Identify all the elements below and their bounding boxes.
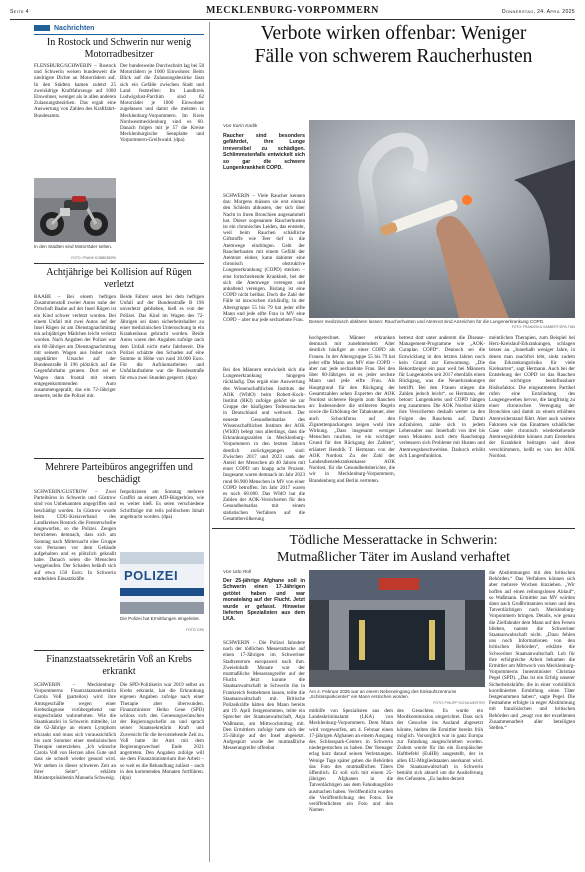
lead-text-col4: betreut dort unter anderem die Disease-Management-Programme wie „AOK-Curaplan COPD“. Dennoch sei die Entwicklung in den letzten Jahren noch kein Grund zur Entwarnung. „Die Rekordzeiger ein paar weil bei Männern für Lungenkrebs seit 2017 ebenfalls einen Rückgang, was die Neuerkrankungen betrifft. Bei den Frauen stiegen die Zahlen jedoch leicht“, so Hermann, der betont: Lungenkrebs und COPD hängen eng zusammen. Die AOK Nordost klärte ihre Versicherten deshalb weiter zu den Folgen des Rauchens auf. Damit aufzuhören, zahle sich in jedem Lebensalter aus: Innerhalb von drei bis neun Monaten nach dem Rauchstopp verbessern sich Probleme mit Husten und Atemwegsbeschwerden. Dadurch erhöht sich Lungenfunktion. xyxy=(399,335,485,459)
second-text-col3: des Gesuchten. Es wurde ein Mordkommission eingerichtet. Dass sich der Gesuchte ins Ausland abgesetzt könnte, hielten die Ermittler bereits früh möglich. Vorsorglich war in ganz Europa zur Fahndung ausgeschrieben worden. Zudem wurde für ihn ein Europäischer Haftbefehl (EuHB) ausgestellt, der in allen EU-Mitgliedstaaten anerkannt wird. Die Staatsanwaltschaft in Schwerin bemüht sich aktuell um die Auslieferung des Gefassten. „Es laufen derzeit xyxy=(397,708,483,783)
news1-credit: FOTO: FRANK KOBBEBERN xyxy=(71,256,116,260)
news3-text-col2: fenpolizisten am Sonntag mehrere Graffiti an einem AfD-Bürgerbüro, wie es weiter hieß. Es seien verschiedene Schriftzüge mit teils politischem Inhalt angebracht worden. (dpa) xyxy=(120,489,204,520)
mall-entrance-illustration xyxy=(309,570,485,687)
second-headline-line2: Mutmaßlicher Täter im Ausland verhaftet xyxy=(276,550,510,565)
motorbike-illustration xyxy=(34,178,116,242)
page-number: Seite 4 xyxy=(10,9,29,15)
news3-credit: FOTO: DPA xyxy=(186,628,204,632)
news2-text-col2: Beide Fahrer seien bei dem heftigen Unfall auf der Bundesstraße B 196 unverletzt geblieben, hieß es von der Polizei. Das Kind im Wagen des 72-Jährigen sei dann sicherheitshalber zu einer medizinischen Untersuchung in ein Krankenhaus gebracht worden. Beide Autos waren den Angaben zufolge nach dem Unfall nicht mehr fahrbereit. Die Polizei schätzte den Schaden auf eine Summe in Höhe von rund 30.000 Euro. Für die Aufräumarbeiten und Unfallaufnahme war die Bundesstraße für etwa zwei Stunden gesperrt. (dpa) xyxy=(120,294,204,381)
lead-headline-line2: Fälle von schwerem Raucherhusten xyxy=(254,46,533,67)
second-caption: Am 4. Februar 2025 war an einem Nebeneingang des Einkaufszentrums „Schlossparkcenter“ ein Mann erstochen worden. xyxy=(309,689,457,700)
header-rule xyxy=(10,19,575,20)
police-sign: POLIZEI xyxy=(124,568,179,583)
nachrichten-bar-icon xyxy=(34,25,50,31)
divider xyxy=(34,263,204,264)
news2-text-col1: BAABE – Bei einem heftigen Zusammenstoß zweier Autos nahe der Ortschaft Baabe auf der Insel Rügen ist ein Kind schwer verletzt worden. Bei einem Unfall mit zwei Autos auf der Insel Rügen ist am Dienstagnachmittag ein achtjähriges Mädchen leicht verletzt worden. Nach Angaben der Polizei war ein 80-Jähriger am Dienstagnachmittag mit seinem Wagen aus bisher noch ungeklärter Ursache auf der Bundesstraße B 196 plötzlich auf die Gegenfahrbahn geraten. Dort sei er Wagen dann frontal mit einem entgegenkommenden Auto zusammengeprallt, das ein 72-Jähriger steuerte, teilte die Polizei mit. xyxy=(34,294,116,400)
column-separator xyxy=(209,22,210,862)
news4-text-col2: Die SPD-Politikerin war 2019 selbst an Krebs erkrankt, hat die Erkrankung eigenen Angaben zufolge nach einer Therapie aber überwunden. Finanzminister Heiko Geue (SPD) schloss sich den Genesungswünschen der Regierungschefin an und sprach seiner Staatssekretärin Kraft und Zuversicht für die bevorstehende Zeit zu. Voß hatte ihr Amt mit dem Regierungswechsel Ende 2021 angetreten. Den Angaben zufolge will sie dem Finanzministerium ihre Arbeit – so weit es die Behandlung zulässt – auch in den kommenden Monaten fortführen. (dpa) xyxy=(120,682,204,782)
second-text-col1: SCHWERIN – Die Polizei fahndete nach der tödlichen Messerattacke auf einen 17-Jährigen im Schweriner Stadtzentrum europaweit nach ihm. Zweieinhalb Monate war der mutmaßliche Messerangreifer auf der Flucht. Jetzt konnte die Staatsanwaltschaft in Schwerin ihn in Frankreich festnehmen lassen, teilte die Staatsanwaltschaft mit. Britische Polizeikräfte hätten den Mann bereits am 19. April festgenommen, teilte ein Sprecher der Staatsanwaltschaft, Anja Waßmann, am Mittwochmittag mit. Den Ermittlern zufolge hatte sich der 25-Jährige auf der Insel abgesetzt. Aufgespürt wurde der mutmaßliche Messerangreifer offenbar xyxy=(223,640,305,752)
lead-intro: Raucher sind besonders gefährdet, ihre Lunge irreversibel zu schädigen. Schlimmstenfalls entwickelt sich so gar die schwere Lungenkrankheit COPD. xyxy=(223,133,305,172)
second-text-col4: die Abstimmungen mit den britischen Behörden.“ Das Verfahren können sich aber mehrere Wochen hinziehen. „Wir hoffen auf einen reibungslosen Ablauf“, so Waßmann. Ermittler aus MV würden dann nach Großbritannien reisen und den Tatverdächtigen nach Mecklenburg-Vorpommern bringen. Details, wie genau die Zielfahnder dem Mann auf den Fersen blieben, nannte die Schweriner Staatsanwaltschaft nicht. „Dazu fehlen uns noch Informationen von den britischen Behörden“, erklärte die Schweriner Staatsanwaltschaft. Lob für ihre erfolgreiche Arbeit bekamen die Ermittler am Mittwoch von Mecklenburg-Vorpommerns Innenminister Christian Pegel (SPD). „Das ist ein Erfolg unserer Sicherheitskräfte, die in einer vorbildlich koordinierten Ermittlung einen Täter festgenommen haben“, sagte Pegel. Die Festnahme erfolgte in enger Abstimmung mit französischen und britischen Behörden und „zeugt von der exzellenten Zusammenarbeit aller beteiligten Stellen.“ xyxy=(489,570,575,732)
page-header xyxy=(10,4,575,18)
nachrichten-rule xyxy=(34,34,204,35)
news2-title: Achtjährige bei Kollision auf Rügen verletzt xyxy=(46,267,192,290)
police-car-illustration xyxy=(120,552,204,614)
news4-title: Finanzstaatssekretärin Voß an Krebs erkrankt xyxy=(46,654,192,677)
lead-headline-line1: Verbote wirken offenbar: Weniger xyxy=(260,23,527,44)
nachrichten-label: Nachrichten xyxy=(34,25,94,32)
second-intro: Der 25-jährige Afghane soll in Schwerin einen 17-Jährigen getötet haben und war monatelang auf der Flucht. Jetzt wurde er gefasst. Hinweise lieferten Spezialisten aus dem LKA. xyxy=(223,578,305,623)
smoker-illustration xyxy=(309,120,575,318)
second-author: Von Udo Roll xyxy=(223,570,252,575)
second-text-col2: mithilfe von Spezialisten aus dem Landeskriminalamt (LKA) von Mecklenburg-Vorpommern. Dem Mann wird vorgeworfen, am 4. Februar einen 17-jährigen Afghanen an einem Ausgang des Schlosspark-Centers in Schwerin niedergestochen zu haben. Der Teenager erlag kurz darauf seinen Verletzungen. Wenige Tage später gaben die Behörden das Foto des mutmaßlichen Täters öffentlich. Er soll sich mit einem 25-jährigen Afghanen in die Tatverdächtigen aus dem Fahndungsfoto ausmachen haben. Veröffentlicht wurden die Veröffentlichung des Fotos. Sie veröffentlichten ein Foto und den Namen xyxy=(309,708,393,814)
motorbike-photo xyxy=(34,178,116,242)
lead-credit: FOTO: FRANZISKA GABBERT/DPA-TMN xyxy=(511,325,575,329)
news1-title: In Rostock und Schwerin nur wenig Motorradbesitzer xyxy=(46,37,192,60)
news4-text-col1: SCHWERIN – Mecklenburg-Vorpommerns Finanzstaatssekretärin Carola Voß (parteilos) wird ihre Amtsgeschäfte wegen einer Krebsdiagnose vorübergehend nur eingeschränkt wahrnehmen. Wie die Staatskanzlei in Schwerin mitteilte, ist die 62-Jährige an einem Lymphom erkrankt und muss sich voraussichtlich bis zum Sommer einer medizinischen Therapie unterziehen. „Ich wünsche Carola Voß von Herzen alles Gute und dass sie schnell wieder gesund wird. Wir stehen in dieser schweren Zeit an ihrer Seite“, erklärte Ministerpräsidentin Manuela Schwesig. xyxy=(34,682,116,782)
lead-text-col5: meintlichen Therapien, zum Beispiel bei Herz-Kreislauf-Erkrankungen, schlagen besser an. „Innerhalb weniger Jahre, in denen man rauchfrei lebt, sinkt zudem das Erkrankungsrisiko für viele Krebsarten“, sagt Hermann. Auch bei der Entstehung der COPD ist das Rauchen der wichtigste beeinflussbare Risikofaktor. Die eingeatmeten Partikel rufen eine Entzündung des Lungengewebes hervor, die langfristig zu einer chronischen Verengung der Bronchien und damit zu einem erhöhten Atemwiderstand führt. Aber auch weitere Faktoren wie das Einatmen schädlicher Gase oder chronisch wiederkehrende Atemwegsinfekte können zum Entstehen der Krankheit beitragen und diese verschlimmern, heißt es von der AOK Nordost. xyxy=(489,335,575,459)
police-photo xyxy=(120,552,204,614)
second-credit: FOTO: PHILIPP SCHULMEISTER xyxy=(433,701,485,705)
news1-caption: In den Städten sind Motorräder selten. xyxy=(34,244,113,249)
second-headline-line1: Tödliche Messerattacke in Schwerin: xyxy=(289,533,498,548)
issue-date: Donnerstag, 24. April 2025 xyxy=(501,9,575,15)
divider xyxy=(34,650,204,651)
lead-text-col2: Bei den Männern entwickelt sich die Lungenerkrankung hingegen rückläufig. Das ergab eine Auswertung des Wissenschaftlichen Instituts der AOK (WIdO) beim Robert-Koch-Institut (RKI) zufolge gehört sie zur Gruppe der häufigsten Todesursachen in Deutschland und weltweit. Der neueste Gesundheitsatlas des Wissenschaftlichen Instituts der AOK (WIdO) belegt nun allerdings, dass die Erkrankungszahlen in Mecklenburg-Vorpommern in den letzten Jahren deutlich zurückgegangen sind: Zwischen 2017 und 2023 sank der Anteil der Menschen ab 40 Jahren mit einer COPD um knapp acht Prozent. Insgesamt waren demnach im Jahr 2023 rund 66.900 Menschen in MV von einer COPD betroffen. Im Jahr 2017 waren es noch 68.000. Das WIdO hat die Zahlen der AOK-Versicherten für den Gesundheitsatlas mit einem statistischen Verfahren auf die Gesamtbevölkerung xyxy=(223,367,305,522)
lead-text-col1: SCHWERIN – Viele Raucher kennen das: Morgens müssen sie erst einmal den Schleim abhusten, der sich über Nacht in ihren Bronchien angesammelt hat. Dieser sogenannte Raucherhusten ist ein chronisches Leiden, das entsteht, weil beim Rauchen schädliche Giftstoffe wie Teer tief in die Atemwege eindringen. Geht der Raucherhusten mit einem Gefühl der Atemnot einher, kann dahinter eine chronisch obstruktive Lungenerkrankung (COPD) stecken – eine fortschreitende Krankheit, bei der sich die Atemwege verengen und anhaltend verengen. Bislang ist eine COPD nicht heilbar. Doch die Zahl der Fälle ist inzwischen rückläufig. In der Altersgruppe 55 bis 79 hat jeder elfte Mann und jede elfte Frau in MV eine COPD – aber nur jede sechzehnte Frau. xyxy=(223,193,305,324)
second-headline xyxy=(212,532,575,566)
divider xyxy=(212,528,575,529)
news3-caption: Die Polizei hat Ermittlungen eingeleitet. xyxy=(120,616,200,621)
news1-text-col1: FLENSBURG/SCHWERIN – Rostock und Schwerin weisen bundesweit die niedrigste Dichte an Motorrädern auf. In den Städten kamen zuletzt 25 zweirädrige Kraftfahrzeuge auf 1000 Einwohner, weniger als in allen anderen Zulassungsbezirken. Das ergab eine Auswertung von Zahlen des Kraftfahrt-Bundesamts. xyxy=(34,63,116,119)
news3-text-col1: SCHWERIN/GÜSTROW – Zwei Parteibüros in Schwerin und Güstrow sind von Unbekannten angegriffen und beschädigt worden. In Güstrow wurde beim CDU-Kreisverband des Landkreises Rostock die Fensterscheibe eingeworfen, so die Polizei. Zeugen berichteten demnach, dass sich am Sonntag nach Mitternacht eine Gruppe von Personen vor dem Gebäude aufgehalten und es plötzlich geknallt habe. Danach seien die Menschen weggelaufen. Der Schaden beläuft sich auf etwa 150 Euro. In Schwerin entdeckten Einsatzkräfte xyxy=(34,489,116,582)
second-photo xyxy=(309,570,485,687)
news3-title: Mehrere Parteibüros angegriffen und beschädigt xyxy=(45,462,193,485)
divider xyxy=(34,458,204,459)
lead-text-col3: hochgerechnet. Männer erkranken demnach mit zunehmendem Alter deutlich häufiger an einer COPD als Frauen. In der Altersgruppe 55 bis 79 hat jeder elfte Mann aus MV eine COPD – aber nur jede sechzehnte Frau. Bei den über 80-Jährigen ist es jeder sechste Mann und jede elfte Frau. Als Hauptgrund für den Rückgang der Gesamtzahlen sehen Experten der AOK Nordost sicherere Regeln zum Rauchen an: Insbesondere die strikteren Regeln sowie die Erhöhung der Tabaksteuer, aber auch Schockfotos auf den Zigarettenpackungen zeigen wohl ihre Wirkung. „Dass insgesamt weniger Menschen rauchen, ist ein wichtiger Grund für den Rückgang der Zahlen“, erläutert Hendrik T. Hermann von der AOK Nordost. Zu der Zahl der Landesdienstekrankenkasse AOK Nordost, für die Gesundheitsberichte, die wir in Mecklenburg-Vorpommern, Brandenburg und Berlin vertreten. xyxy=(309,335,395,484)
news1-text-col2: Der bundesweite Durchschnitt lag bei 58 Motorrädern je 1000 Einwohner. Beim Blick auf die Zulassungsbezirke lässt sich ein Gefälle zwischen Stadt und Land feststellen: Im Landkreis Ludwigslust-Parchim sind 62 Motorräder je 1000 Einwohner zugelassen und damit die meisten in Mecklenburg-Vorpommern. Im Kreis Nordwestmecklenburg sind es 60. Danach folgen mit je 57 die Kreise Mecklenburgische Seenplatte und Vorpommern-Greifswald. (dpa) xyxy=(120,63,204,144)
lead-author: Von Karin Kadik xyxy=(223,124,258,129)
section-title: MECKLENBURG-VORPOMMERN xyxy=(206,5,379,16)
lead-headline xyxy=(212,22,575,68)
lead-caption: Besser medizinisch abklären lassen: Raucherhusten und Atemnot sind Anzeichen für die Lungenerkrankung COPD. xyxy=(309,319,545,324)
lead-photo xyxy=(309,120,575,318)
